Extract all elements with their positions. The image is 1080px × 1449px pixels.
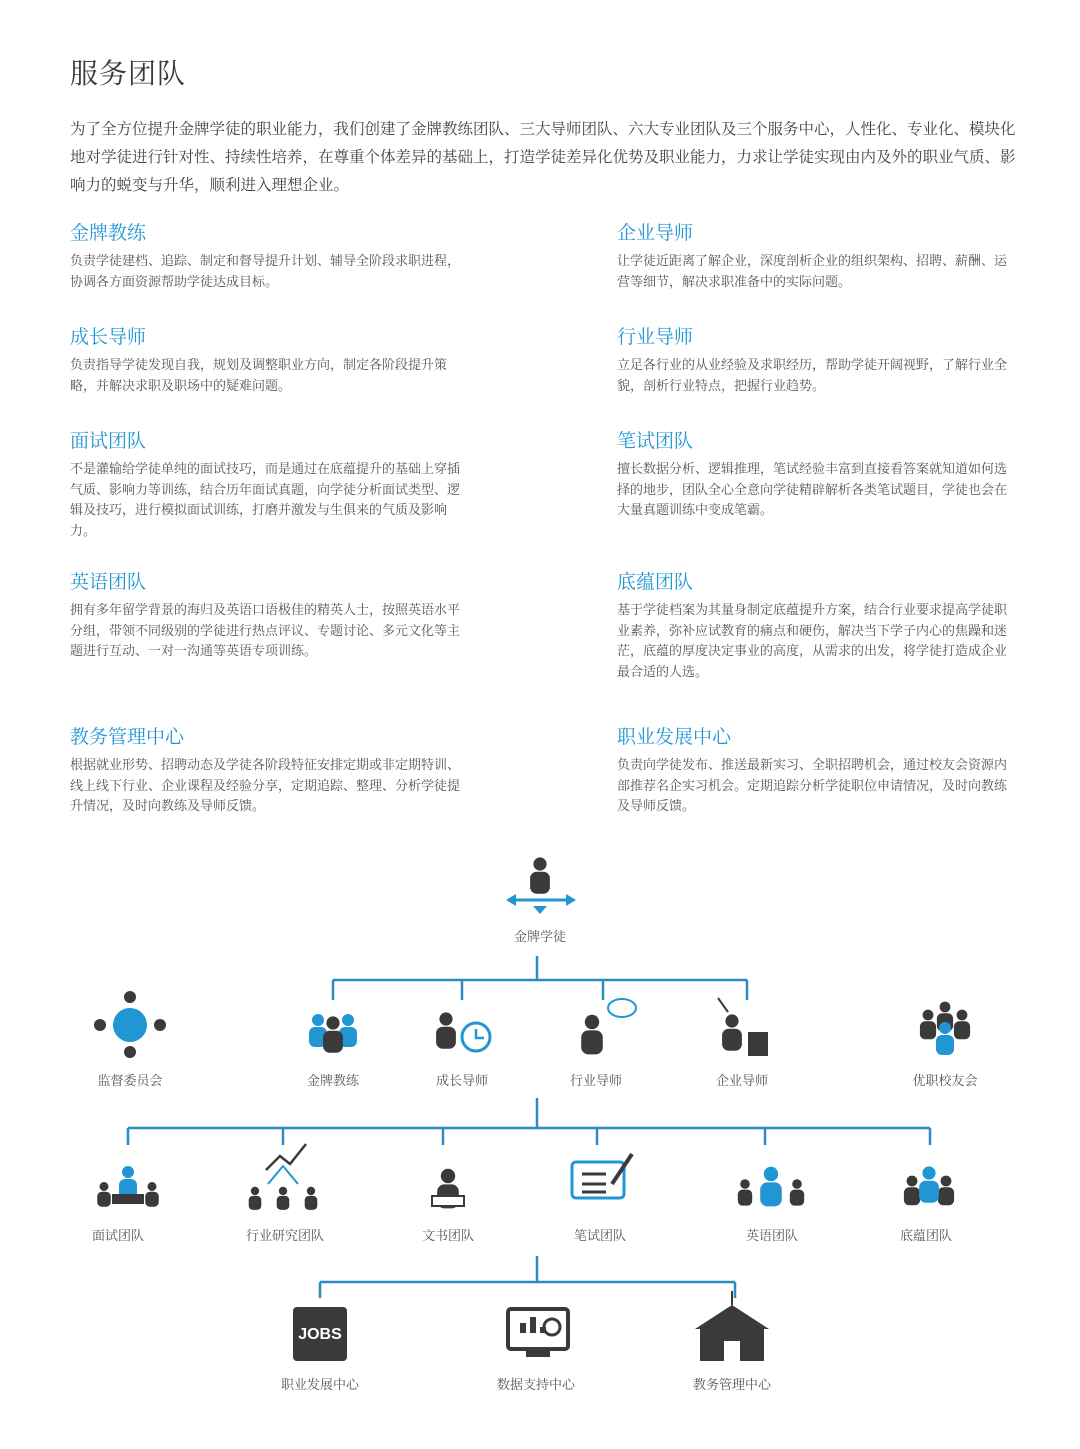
section-text: 负责指导学徒发现自我，规划及调整职业方向，制定各阶段提升策略，并解决求职及职场中的疑难问题。 — [70, 358, 448, 394]
person-body — [722, 1029, 742, 1051]
person-head — [100, 1182, 109, 1191]
person-body — [323, 1031, 343, 1053]
person-head — [312, 1014, 324, 1026]
person-head — [939, 1022, 951, 1034]
person-body — [919, 1181, 939, 1203]
person-head — [764, 1167, 778, 1181]
podium-icon — [748, 1032, 768, 1056]
trend-arrow-icon — [266, 1144, 306, 1170]
arrow-left-icon — [506, 894, 516, 906]
laptop-icon — [432, 1196, 464, 1206]
section-heading: 金牌教练 — [70, 222, 147, 244]
org-node-label: 面试团队 — [91, 1229, 144, 1244]
person-head — [342, 1014, 354, 1026]
section-text: 擅长数据分析、逻辑推理，笔试经验丰富到直接看答案就知道如何选择的地步，团队全心全意向学徒精辟解析各类笔试题目，学徒也会在大量真题训练中变成笔霸。 — [617, 462, 1008, 518]
jobs-text: JOBS — [298, 1326, 342, 1343]
org-node-label: 底蕴团队 — [899, 1229, 952, 1244]
person-head — [307, 1187, 315, 1195]
person-body — [145, 1192, 159, 1207]
section-heading: 企业导师 — [617, 222, 694, 244]
section-heading: 成长导师 — [70, 326, 147, 348]
person-head — [441, 1169, 455, 1183]
section-heading: 行业导师 — [617, 326, 694, 348]
magnifier-icon — [544, 1319, 560, 1335]
monitor-stand-icon — [526, 1351, 550, 1357]
person-head — [941, 1176, 952, 1187]
person-body — [760, 1182, 782, 1206]
person-head — [439, 1012, 452, 1025]
org-node-label: 英语团队 — [745, 1229, 798, 1244]
person-head — [122, 1166, 134, 1178]
section-heading: 职业发展中心 — [617, 726, 732, 748]
person-body — [920, 1021, 936, 1039]
bar-icon — [520, 1323, 526, 1333]
person-body — [97, 1192, 111, 1207]
section-text: 根据就业形势、招聘动态及学徒各阶段特征安排定期或非定期特训、线上线下行业、企业课程及经验分享，定期追踪、整理、分析学徒提升情况，及时向教练及导师反馈。 — [70, 758, 461, 814]
person-head — [740, 1179, 750, 1189]
person-body — [581, 1030, 603, 1054]
thought-cloud-icon — [608, 999, 636, 1017]
section-heading: 底蕴团队 — [617, 571, 694, 593]
person-head — [957, 1010, 968, 1021]
intro-paragraph: 为了全方位提升金牌学徒的职业能力，我们创建了金牌教练团队、三大导师团队、六大专业团队及三个服务中心，人性化、专业化、模块化地对学徒进行针对性、持续性培养，在尊重个体差异的基础上，打造学徒差异化优势及职业能力，力求让学徒实现由内及外的职业气质、影响力的蜕变与升华，顺利进入理想企业。 — [70, 120, 1016, 194]
section-text: 立足各行业的从业经验及求职经历，帮助学徒开阔视野，了解行业全貌，剖析行业特点，把握行业趋势。 — [617, 358, 1008, 394]
person-head — [585, 1015, 599, 1029]
committee-member-icon — [124, 1046, 136, 1058]
org-node-label: 优职校友会 — [912, 1074, 978, 1089]
committee-member-icon — [154, 1019, 166, 1031]
page-title: 服务团队 — [70, 57, 187, 90]
committee-member-icon — [124, 991, 136, 1003]
person-body — [277, 1196, 290, 1210]
section-text: 负责学徒建档、追踪、制定和督导提升计划、辅导全阶段求职进程，协调各方面资源帮助学徒达成目标。 — [70, 254, 461, 290]
person-head — [279, 1187, 287, 1195]
person-body — [938, 1187, 954, 1205]
person-head — [725, 1014, 738, 1027]
person-body — [790, 1190, 804, 1206]
person-head — [923, 1010, 934, 1021]
committee-member-icon — [94, 1019, 106, 1031]
org-node-label: 教务管理中心 — [692, 1378, 771, 1393]
person-body — [738, 1190, 752, 1206]
person-body — [954, 1021, 970, 1039]
arrow-down-icon — [533, 906, 547, 914]
person-head — [907, 1176, 918, 1187]
org-node-label: 企业导师 — [715, 1074, 768, 1089]
section-text: 基于学徒档案为其量身制定底蕴提升方案，结合行业要求提高学徒职业素养，弥补应试教育的痛点和硬伤，解决当下学子内心的焦躁和迷茫，底蕴的厚度决定事业的高度，从需求的出发，将学徒打造成企业最合适的人选。 — [617, 603, 1008, 680]
org-root-label: 金牌学徒 — [513, 930, 566, 945]
arrow-right-icon — [566, 894, 576, 906]
pointer-icon — [718, 998, 728, 1012]
org-node-label: 行业研究团队 — [245, 1229, 324, 1244]
roundtable-icon — [113, 1008, 147, 1042]
section-text: 负责向学徒发布、推送最新实习、全职招聘机会，通过校友会资源内部推荐名企实习机会。定期追踪分析学徒职位申请情况，及时向教练及导师反馈。 — [617, 758, 1008, 814]
org-node-label: 文书团队 — [421, 1229, 474, 1244]
org-node-label: 职业发展中心 — [280, 1378, 359, 1393]
person-head — [533, 857, 546, 870]
section-text: 拥有多年留学背景的海归及英语口语极佳的精英人士，按照英语水平分组，带领不同级别的学徒进行热点评议、专题讨论、多元文化等主题进行互动、一对一沟通等英语专项训练。 — [70, 603, 461, 659]
section-text: 不是灌输给学徒单纯的面试技巧，而是通过在底蕴提升的基础上穿插气质、影响力等训练，结合历年面试真题，向学徒分析面试类型、逻辑及技巧，进行模拟面试训练，打磨并激发与生俱来的气质及影响力。 — [70, 462, 461, 539]
person-head — [326, 1016, 339, 1029]
school-door-icon — [724, 1341, 740, 1361]
org-node-label: 数据支持中心 — [496, 1378, 575, 1393]
org-node-label: 监督委员会 — [97, 1074, 163, 1089]
person-body — [436, 1027, 456, 1049]
org-node-label: 金牌教练 — [306, 1074, 359, 1089]
person-head — [940, 1002, 951, 1013]
person-body — [530, 872, 550, 894]
org-node-label: 行业导师 — [569, 1074, 622, 1089]
org-node-label: 成长导师 — [435, 1074, 488, 1089]
org-node-label: 笔试团队 — [573, 1229, 626, 1244]
person-head — [251, 1187, 259, 1195]
person-head — [148, 1182, 157, 1191]
person-body — [936, 1035, 954, 1055]
section-heading: 英语团队 — [70, 571, 147, 593]
person-body — [904, 1187, 920, 1205]
pen-icon — [612, 1154, 632, 1184]
person-body — [249, 1196, 262, 1210]
section-heading: 教务管理中心 — [70, 726, 185, 748]
person-head — [792, 1179, 802, 1189]
clock-hands-icon — [476, 1029, 484, 1038]
section-text: 让学徒近距离了解企业，深度剖析企业的组织架构、招聘、薪酬、运营等细节，解决求职准备中的实际问题。 — [617, 254, 1008, 290]
section-heading: 笔试团队 — [617, 430, 694, 452]
bar-icon — [530, 1317, 536, 1333]
school-roof-icon — [695, 1305, 769, 1329]
desk-icon — [112, 1194, 144, 1204]
accent-arrow-icon — [268, 1166, 298, 1184]
person-head — [922, 1166, 935, 1179]
section-heading: 面试团队 — [70, 430, 147, 452]
person-body — [305, 1196, 318, 1210]
